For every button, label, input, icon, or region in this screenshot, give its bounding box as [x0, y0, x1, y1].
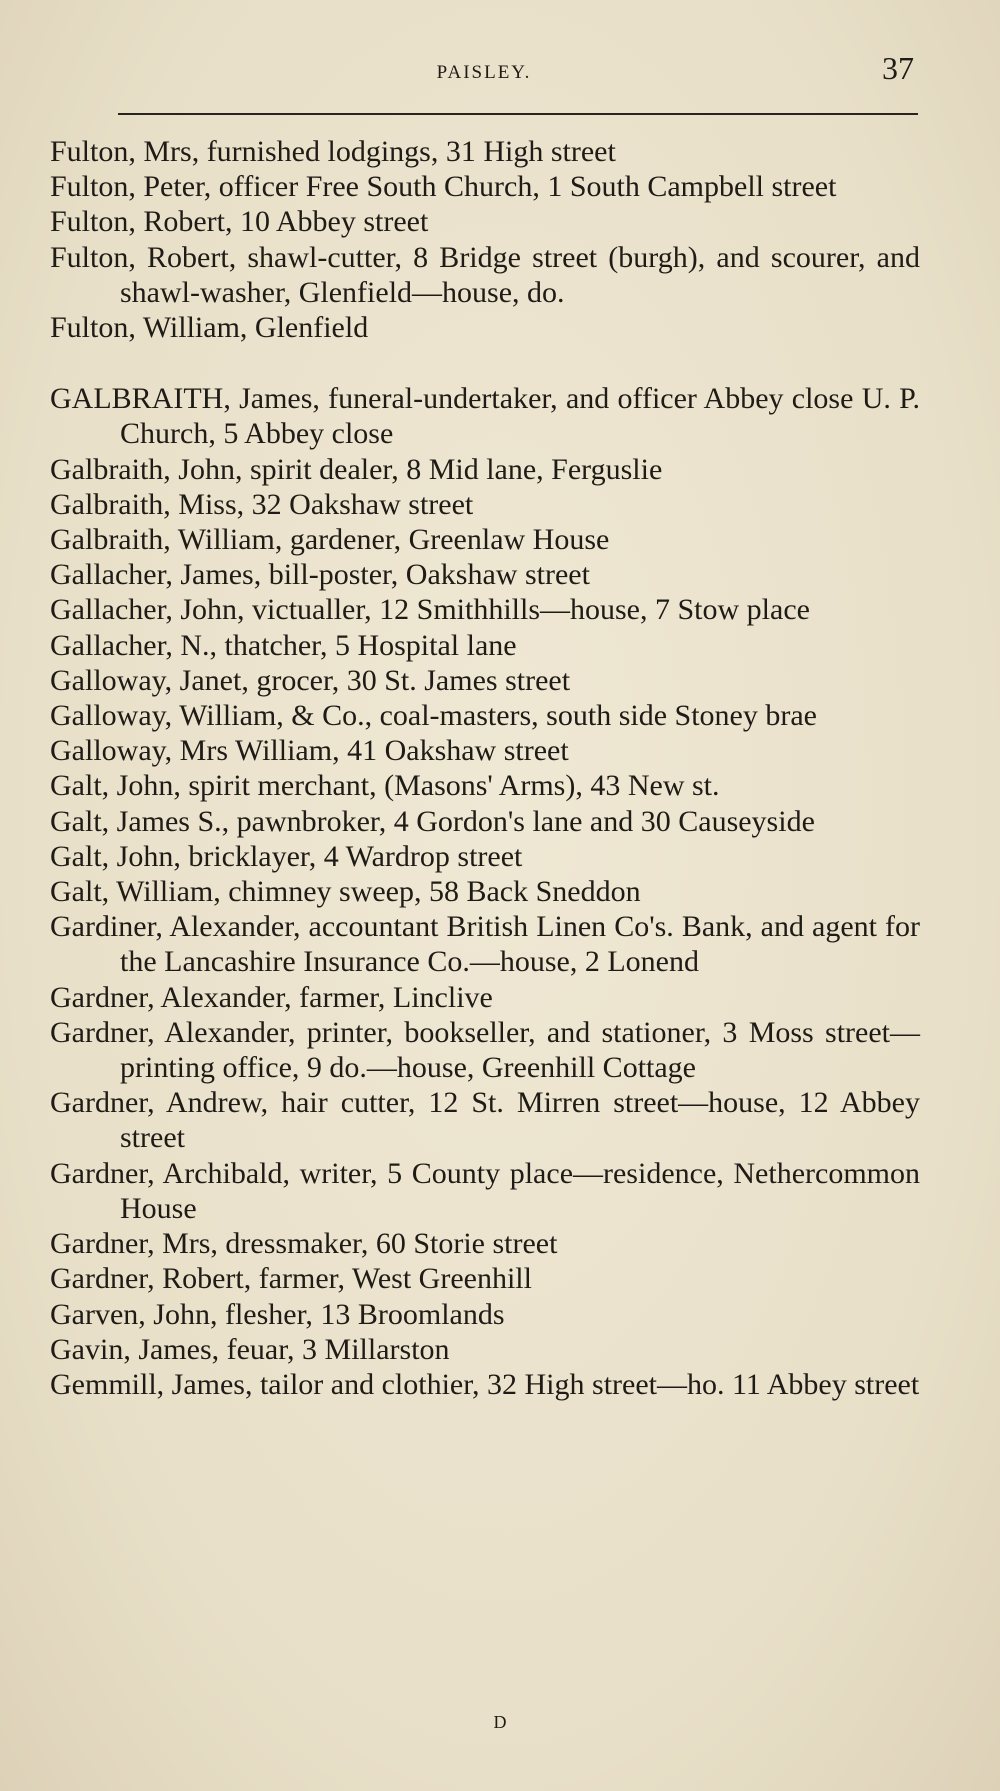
directory-entry: Garven, John, flesher, 13 Broomlands — [50, 1297, 505, 1331]
directory-entry: Gardner, Archibald, writer, 5 County place—residence, Nethercommon House — [50, 1156, 920, 1225]
directory-entry: Gallacher, John, victualler, 12 Smithhills—house, 7 Stow place — [50, 593, 810, 627]
directory-entry: Gardiner, Alexander, accountant British Linen Co's. Bank, and agent for the Lancashire Insurance Co.—house, 2 Lonend — [50, 910, 920, 979]
page-number: 37 — [882, 50, 914, 86]
header-rule — [118, 113, 918, 115]
directory-entry: Gallacher, James, bill-poster, Oakshaw street — [50, 558, 590, 592]
directory-entry: Gardner, Alexander, printer, bookseller, and stationer, 3 Moss street—printing office, 9 do.—house, Greenhill Cottage — [50, 1015, 920, 1085]
directory-entry: Galt, John, spirit merchant, (Masons' Arms), 43 New st. — [50, 769, 720, 803]
directory-entry: Fulton, Robert, shawl-cutter, 8 Bridge street (burgh), and scourer, and shawl-washer, Glenfield—house, do. — [50, 240, 920, 309]
directory-entry: Galt, William, chimney sweep, 58 Back Sneddon — [50, 875, 641, 909]
directory-entry: Galt, James S., pawnbroker, 4 Gordon's lane and 30 Causeyside — [50, 804, 815, 838]
directory-entry: Gavin, James, feuar, 3 Millarston — [50, 1332, 450, 1366]
directory-entry: Fulton, William, Glenfield — [50, 311, 369, 345]
section-gap — [50, 345, 920, 381]
directory-entry: Galloway, Janet, grocer, 30 St. James street — [50, 663, 571, 697]
directory-entry: Galbraith, John, spirit dealer, 8 Mid lane, Ferguslie — [50, 452, 663, 486]
directory-entry: Galloway, Mrs William, 41 Oakshaw street — [50, 734, 569, 768]
directory-entry: Fulton, Robert, 10 Abbey street — [50, 205, 429, 239]
directory-entry: Gardner, Mrs, dressmaker, 60 Storie street — [50, 1227, 558, 1261]
directory-entry: GALBRAITH, James, funeral-undertaker, and officer Abbey close U. P. Church, 5 Abbey close — [50, 382, 920, 451]
directory-entry: Fulton, Mrs, furnished lodgings, 31 High street — [50, 135, 616, 168]
directory-entry: Fulton, Peter, officer Free South Church, 1 South Campbell street — [50, 170, 837, 204]
page-header — [50, 48, 918, 88]
directory-entry: Galbraith, William, gardener, Greenlaw House — [50, 523, 610, 557]
running-head: PAISLEY. — [436, 62, 532, 83]
directory-entry: Gallacher, N., thatcher, 5 Hospital lane — [50, 628, 517, 662]
directory-entry: Gardner, Alexander, farmer, Linclive — [50, 980, 493, 1014]
directory-entry: Gardner, Robert, farmer, West Greenhill — [50, 1262, 532, 1296]
signature-mark: D — [493, 1712, 507, 1732]
directory-entry: Galbraith, Miss, 32 Oakshaw street — [50, 487, 474, 521]
directory-entry: Gemmill, James, tailor and clothier, 32 High street—ho. 11 Abbey street — [50, 1367, 920, 1401]
directory-entry: Galt, John, bricklayer, 4 Wardrop street — [50, 839, 523, 873]
directory-entry: Gardner, Andrew, hair cutter, 12 St. Mirren street—house, 12 Abbey street — [50, 1086, 920, 1155]
directory-entries — [50, 134, 920, 1402]
directory-entry: Galloway, William, & Co., coal-masters, south side Stoney brae — [50, 699, 817, 733]
